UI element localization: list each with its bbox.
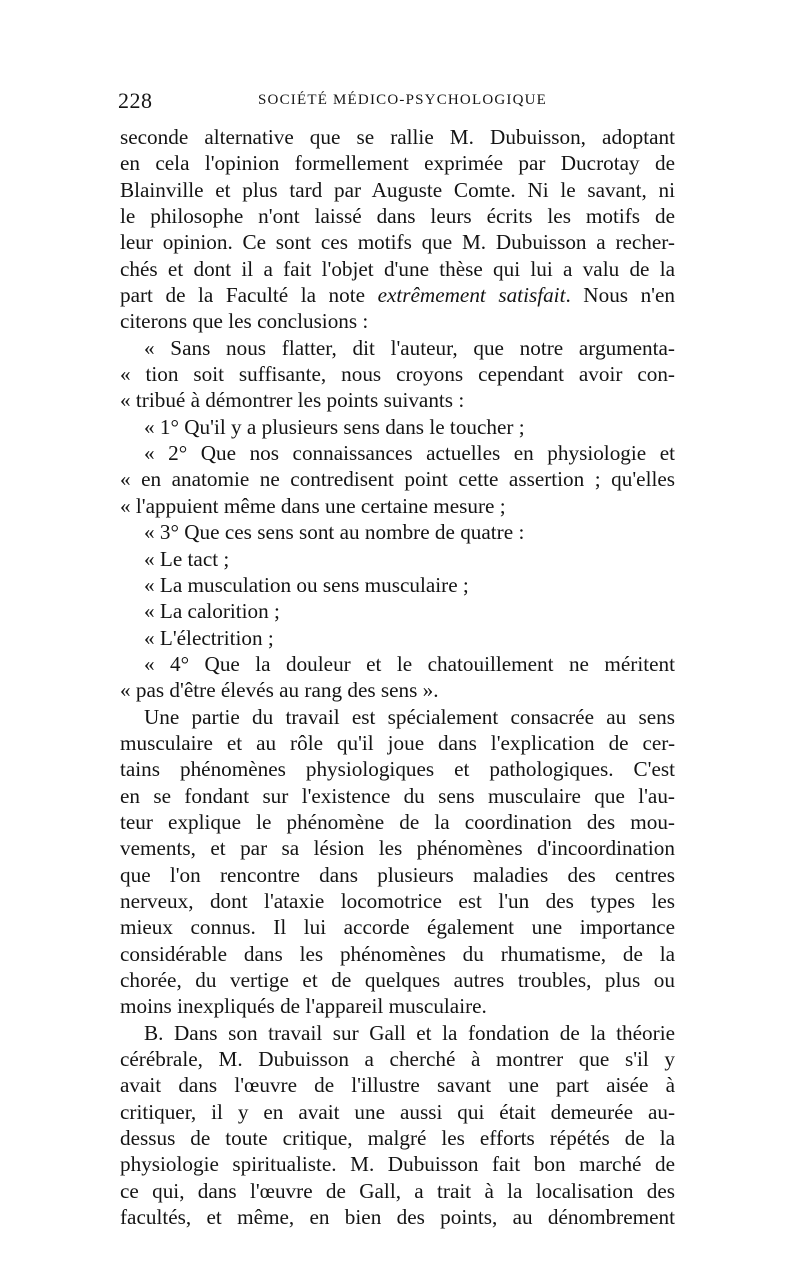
text-line [120, 282, 675, 308]
quote-line: « La musculation ou sens musculaire ; [144, 572, 469, 597]
text-line: musculaire et au rôle qu'il joue dans l'explication de cer- [120, 730, 675, 755]
quote-line: « 1° Qu'il y a plusieurs sens dans le toucher ; [144, 414, 525, 439]
quote-line: « La calorition ; [144, 599, 280, 624]
text-line: critiquer, il y en avait une aussi qui était demeurée au- [120, 1099, 675, 1124]
text-line: cérébrale, M. Dubuisson a cherché à montrer que s'il y [120, 1047, 675, 1072]
text-line: physiologie spiritualiste. M. Dubuisson fait bon marché de [120, 1152, 675, 1177]
text-line: citerons que les conclusions : [120, 309, 369, 334]
quote-line: « en anatomie ne contredisent point cette assertion ; qu'elles [120, 467, 675, 492]
text-line: facultés, et même, en bien des points, au dénombrement [120, 1205, 675, 1230]
text-line: en cela l'opinion formellement exprimée par Ducrotay de [120, 151, 675, 176]
page-header [118, 88, 678, 116]
text-line: nerveux, dont l'ataxie locomotrice est l'un des types les [120, 888, 675, 913]
text-line: ce qui, dans l'œuvre de Gall, a trait à la localisation des [120, 1178, 675, 1203]
body-text [120, 124, 675, 1230]
text-line: Une partie du travail est spécialement consacrée au sens [144, 704, 675, 729]
text-line: considérable dans les phénomènes du rhumatisme, de la [120, 941, 675, 966]
text-line: vements, et par sa lésion les phénomènes d'incoordination [120, 836, 675, 861]
text-line: avait dans l'œuvre de l'illustre savant une part aisée à [120, 1073, 675, 1098]
text-line: que l'on rencontre dans plusieurs maladies des centres [120, 862, 675, 887]
page-number: 228 [118, 88, 153, 113]
running-head: SOCIÉTÉ MÉDICO-PSYCHOLOGIQUE [258, 92, 548, 108]
text-line: tains phénomènes physiologiques et pathologiques. C'est [120, 757, 675, 782]
text-line: chorée, du vertige et de quelques autres troubles, plus ou [120, 968, 675, 992]
text-line: le philosophe n'ont laissé dans leurs écrits les motifs de [120, 204, 675, 229]
text-line: leur opinion. Ce sont ces motifs que M. Dubuisson a recher- [120, 230, 675, 255]
text-segment: part de la Faculté la note [120, 283, 378, 308]
quote-line: « 4° Que la douleur et le chatouillement ne méritent [144, 651, 675, 676]
text-line: dessus de toute critique, malgré les efforts répétés de la [120, 1126, 675, 1151]
text-segment: . Nous n'en [565, 283, 675, 308]
text-line: en se fondant sur l'existence du sens musculaire que l'au- [120, 783, 675, 808]
quote-line: « 2° Que nos connaissances actuelles en physiologie et [144, 441, 675, 466]
text-line: Blainville et plus tard par Auguste Comte. Ni le savant, ni [120, 177, 675, 202]
text-line: seconde alternative que se rallie M. Dubuisson, adoptant [120, 125, 675, 149]
quote-line: « L'électrition ; [144, 625, 274, 650]
quote-line: « tion soit suffisante, nous croyons cependant avoir con- [120, 362, 675, 387]
text-line: mieux connus. Il lui accorde également une importance [120, 915, 675, 940]
text-line: B. Dans son travail sur Gall et la fondation de la théorie [144, 1020, 675, 1045]
text-line: moins inexpliqués de l'appareil musculaire. [120, 994, 487, 1019]
quote-line: « Le tact ; [144, 546, 230, 571]
quote-line: « l'appuient même dans une certaine mesure ; [120, 493, 506, 518]
quote-line: « 3° Que ces sens sont au nombre de quatre : [144, 520, 525, 545]
quote-line: « pas d'être élevés au rang des sens ». [120, 678, 439, 703]
text-line: chés et dont il a fait l'objet d'une thèse qui lui a valu de la [120, 256, 675, 281]
quote-line: « tribué à démontrer les points suivants : [120, 388, 465, 413]
text-line: teur explique le phénomène de la coordination des mou- [120, 809, 675, 834]
quote-line: « Sans nous flatter, dit l'auteur, que notre argumenta- [144, 335, 675, 360]
italic-text: extrêmement satisfait [377, 283, 566, 308]
